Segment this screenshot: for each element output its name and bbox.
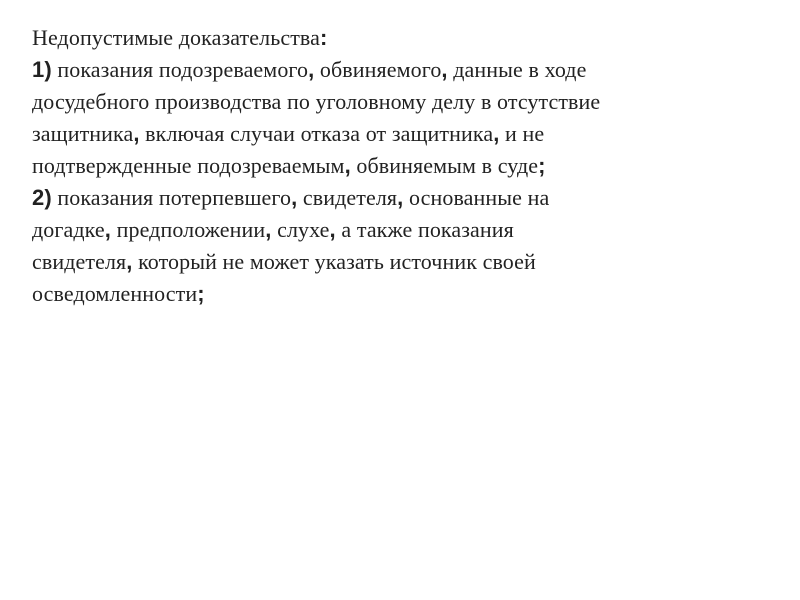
heading-text: Недопустимые доказательства	[32, 25, 320, 50]
item2-line1	[32, 182, 732, 214]
item1-line1	[32, 54, 732, 86]
item1-line4-semicolon: ;	[538, 153, 546, 178]
item2-line2-comma1: ,	[104, 217, 111, 242]
item2-line1-comma1: ,	[291, 185, 298, 210]
item2-line3-comma: ,	[126, 249, 133, 274]
item1-line2-text: досудебного производства по уголовному делу в отсутствие	[32, 89, 601, 114]
item2-line4	[32, 278, 732, 310]
heading-colon: :	[319, 25, 328, 50]
item1-line3-comma2: ,	[493, 121, 500, 146]
item2-line1-comma2: ,	[397, 185, 404, 210]
item2-line3	[32, 246, 732, 278]
item1-line3-start: защитника	[32, 121, 134, 146]
item1-line4-start: подтвержденные подозреваемым	[32, 153, 345, 178]
item2-number: 2)	[32, 185, 52, 210]
item2-line3-start: свидетеля	[32, 249, 127, 274]
item2-line4-start: осведомленности	[32, 281, 198, 306]
item1-line3-comma1: ,	[133, 121, 140, 146]
item2-line1-end: основанные на	[403, 185, 550, 210]
item1-line3-end: и не	[499, 121, 545, 146]
item1-line3-mid: включая случаи отказа от защитника	[139, 121, 494, 146]
item1-line1-text: показания подозреваемого	[51, 57, 309, 82]
item2-line2-mid: предположении	[111, 217, 266, 242]
item1-line4	[32, 150, 732, 182]
heading-line	[32, 22, 732, 54]
item1-line1-comma1: ,	[308, 57, 315, 82]
text-block	[32, 22, 732, 310]
item2-line2-comma3: ,	[329, 217, 336, 242]
item1-line4-end: обвиняемым в суде	[350, 153, 539, 178]
item2-line4-semicolon: ;	[197, 281, 205, 306]
item1-number: 1)	[32, 57, 52, 82]
item2-line2-comma2: ,	[265, 217, 272, 242]
item1-line1-comma2: ,	[441, 57, 448, 82]
item2-line2-mid2: слухе	[271, 217, 330, 242]
item2-line1-text: показания потерпевшего	[51, 185, 292, 210]
item2-line3-end: который не может указать источник своей	[132, 249, 536, 274]
item1-line4-comma: ,	[344, 153, 351, 178]
item1-line1-end: данные в ходе	[447, 57, 587, 82]
item1-line1-mid: обвиняемого	[314, 57, 442, 82]
item2-line1-mid: свидетеля	[297, 185, 398, 210]
item1-line3	[32, 118, 732, 150]
item1-line2	[32, 86, 732, 118]
item2-line2-start: догадке	[32, 217, 105, 242]
item2-line2-end: а также показания	[335, 217, 514, 242]
item2-line2	[32, 214, 732, 246]
